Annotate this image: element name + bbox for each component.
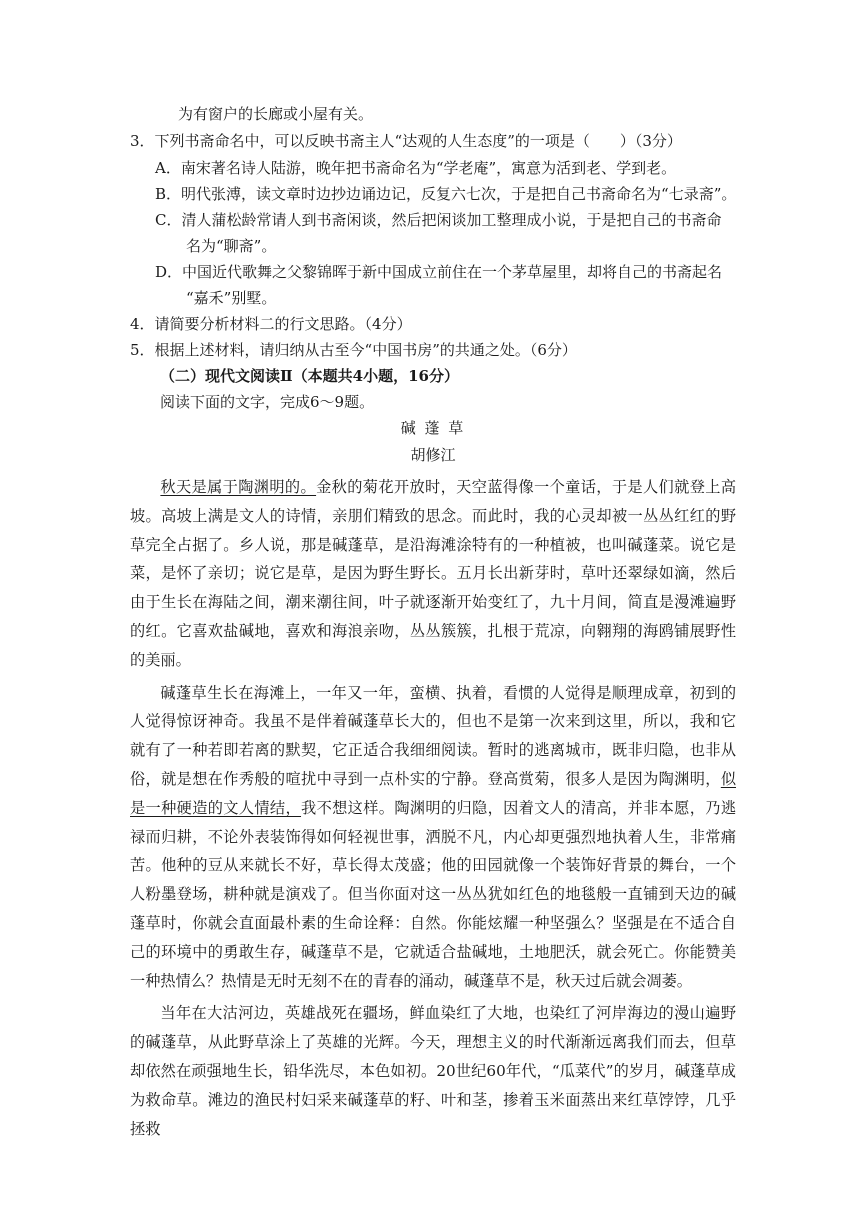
essay-title: 碱 蓬 草 [400,419,466,437]
reading-instruction: 阅读下面的文字，完成6～9题。 [160,393,375,411]
paragraph-2-text-after: 我不想这样。陶渊明的归隐，因着文人的清高，并非本愿，乃逃禄而归耕，不论外表装饰得如何轻视世事，洒脱不凡，内心却更强烈地执着人生，非常痛苦。他种的豆从来就长不好，草长得太茂盛；他的田园就像一个装饰好背景的舞台，一个人粉墨登场，耕种就是演戏了。但当你面对这一丛丛犹如红色的地毯般一直铺到天边的碱蓬草时，你就会直面最朴素的生命诠释：自然。你能炫耀一种坚强么？坚强是在不适合自己的环境中的勇敢生存，碱蓬草不是，它就适合盐碱地，土地肥沃，就会死亡。你能赞美一种热情么？热情是无时无刻不在的青春的涌动，碱蓬草不是，秋天过后就会凋萎。 [130,798,737,990]
question-3-stem: 3．下列书斋命名中，可以反映书斋主人“达观的人生态度”的一项是（ ）（3分） [130,132,682,150]
question-5: 5．根据上述材料，请归纳从古至今“中国书房”的共通之处。（6分） [130,341,577,359]
question-3-option-d-cont: “嘉禾”别墅。 [186,289,277,307]
section-title: （二）现代文阅读Ⅱ（本题共4小题，16分） [160,367,459,385]
essay-paragraph-1 [130,473,736,675]
paragraph-2-text-before: 碱蓬草生长在海滩上，一年又一年，蛮横、执着，看惯的人觉得是顺理成章，初到的人觉得惊讶神奇。我虽不是伴着碱蓬草长大的，但也不是第一次来到这里，所以，我和它就有了一种若即若离的默契，它正适合我细细阅读。暂时的逃离城市，既非归隐，也非从俗，就是想在作秀般的喧扰中寻到一点朴实的宁静。登高赏菊，很多人是因为陶渊明， [130,683,736,788]
question-3-option-a: A．南宋著名诗人陆游，晚年把书斋命名为“学老庵”，寓意为活到老、学到老。 [155,159,677,177]
essay-paragraph-2 [130,679,736,996]
q2-continuation: 为有窗户的长廊或小屋有关。 [178,105,374,123]
question-3-option-b: B．明代张溥，读文章时边抄边诵边记，反复六七次，于是把自己书斋命名为“七录斋”。 [155,185,737,203]
underlined-sentence-1: 秋天是属于陶渊明的。 [160,478,317,496]
question-3-option-d: D．中国近代歌舞之父黎锦晖于新中国成立前住在一个茅草屋里，却将自己的书斋起名 [155,263,723,281]
essay-paragraph-3: 当年在大沽河边，英雄战死在疆场，鲜血染红了大地，也染红了河岸海边的漫山遍野的碱蓬草，从此野草涂上了英雄的光辉。今天，理想主义的时代渐渐远离我们而去，但草却依然在顽强地生长，铅华洗尽，本色如初。20世纪60年代，“瓜菜代”的岁月，碱蓬草成为救命草。滩边的渔民村妇采来碱蓬草的籽、叶和茎，掺着玉米面蒸出来红草饽饽，几乎拯救 [130,1004,736,1138]
essay-author: 胡修江 [410,446,456,464]
underlined-sentence-2: 似是一种硬造的文人情结， [130,769,736,817]
essay-body [130,473,736,1143]
paragraph-1-text: 金秋的菊花开放时，天空蓝得像一个童话，于是人们就登上高坡。高坡上满是文人的诗情，亲朋们精致的思念。而此时，我的心灵却被一丛丛红红的野草完全占据了。乡人说，那是碱蓬草，是沿海滩涂特有的一种植被，也叫碱蓬菜。说它是菜，是怀了亲切；说它是草，是因为野生野长。五月长出新芽时，草叶还翠绿如滴，然后由于生长在海陆之间，潮来潮往间，叶子就逐渐开始变红了，九十月间，简直是漫滩遍野的红。它喜欢盐碱地，喜欢和海浪亲吻，丛丛簇簇，扎根于荒凉，向翱翔的海鸥铺展野性的美丽。 [130,478,737,669]
question-4: 4．请简要分析材料二的行文思路。（4分） [130,315,412,333]
question-3-option-c-cont: 名为“聊斋”。 [186,237,277,255]
question-3-option-c: C．清人蒲松龄常请人到书斋闲谈，然后把闲谈加工整理成小说，于是把自己的书斋命 [155,211,722,229]
